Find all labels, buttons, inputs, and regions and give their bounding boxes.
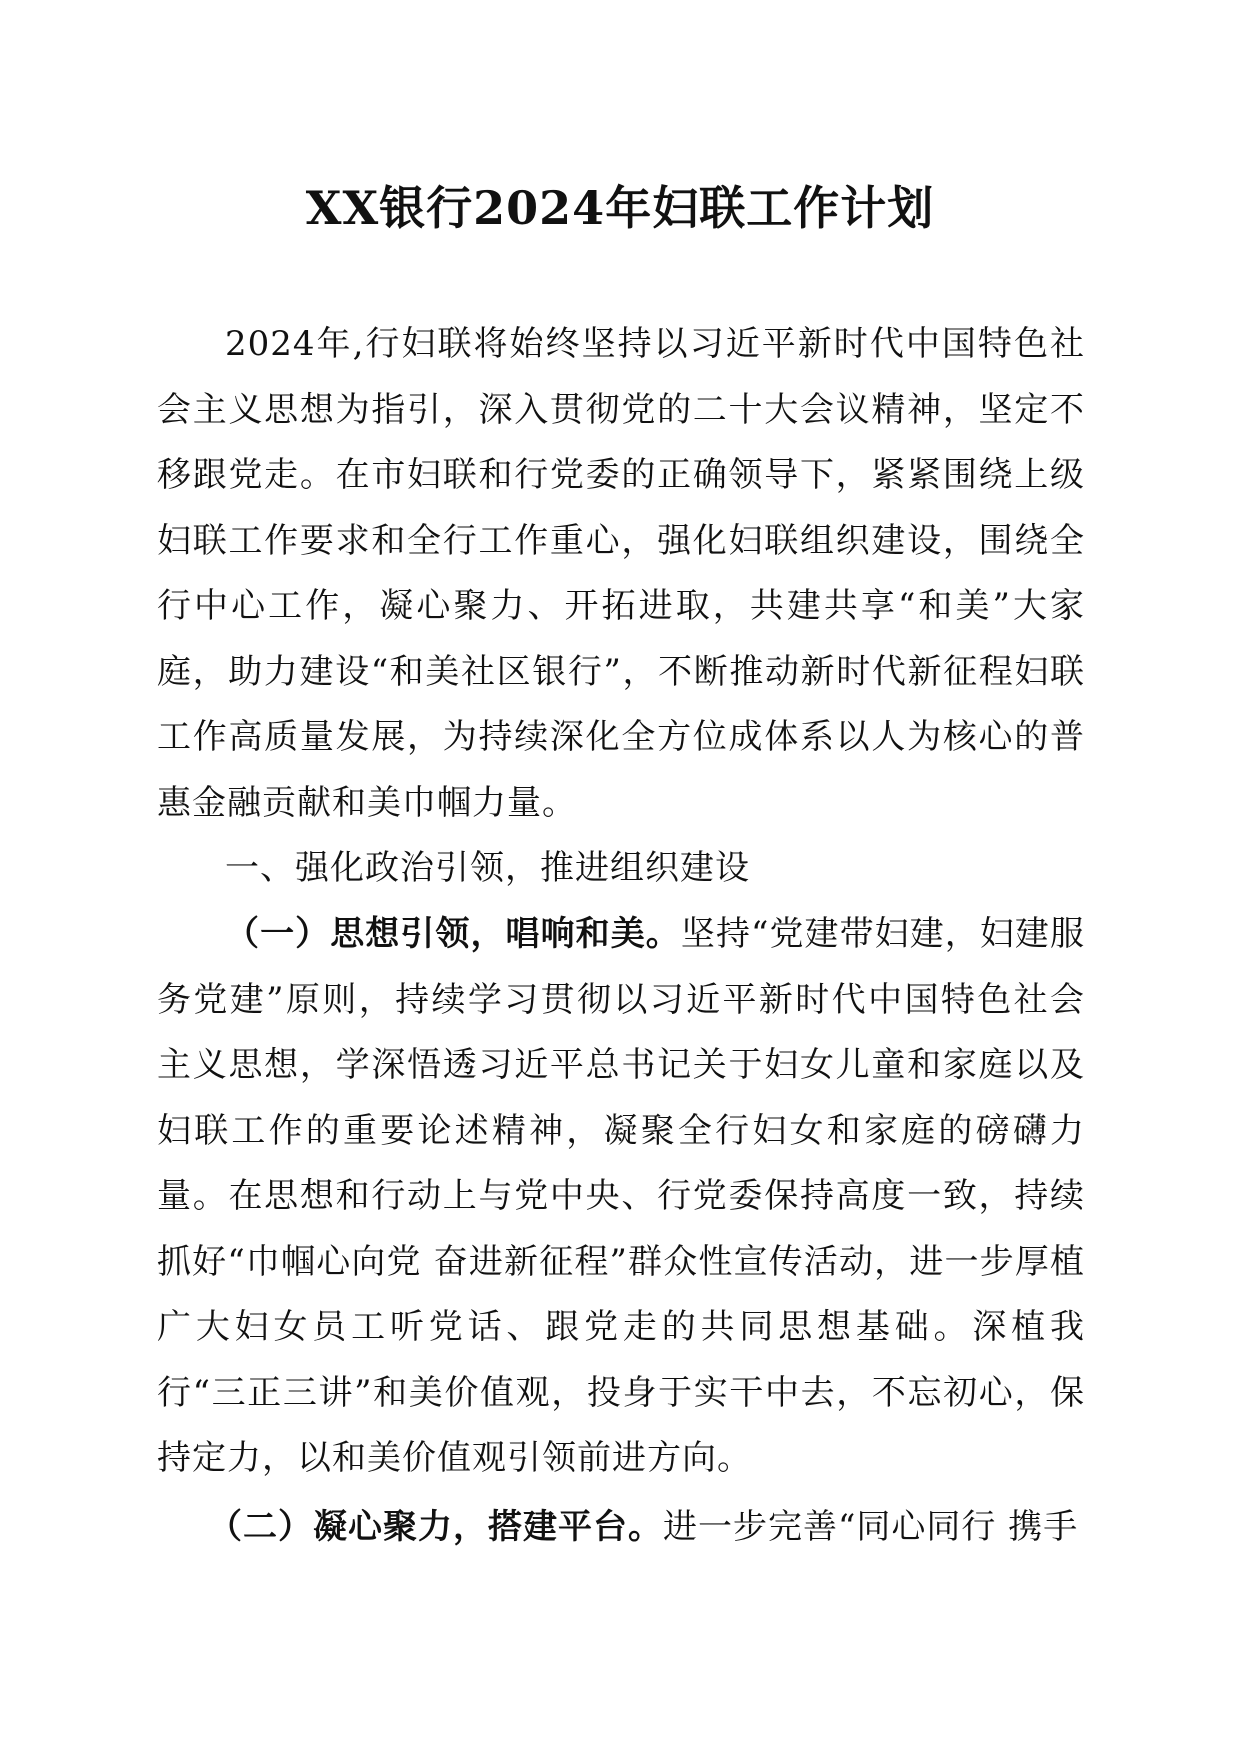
item-2-subheading: （二）凝心聚力，搭建平台。 (208, 1507, 663, 1547)
item-1-subheading: （一）思想引领，唱响和美。 (225, 914, 681, 954)
item-2-text: 进一步完善“同心同行 携手 (663, 1507, 1079, 1547)
item-1-text: 坚持“党建带妇建，妇建服务党建”原则，持续学习贯彻以习近平新时代中国特色社会主义思想，学深悟透习近平总书记关于妇女儿童和家庭以及妇联工作的重要论述精神，凝聚全行妇女和家庭的磅礴力量。在思想和行动上与党中央、行党委保持高度一致，持续抓好“巾帼心向党 奋进新征程”群众性宣传活动，进一步厚植广大妇女员工听党话、跟党走的共同思想基础。深植我行“三正三讲”和美价值观，投身于实干中去，不忘初心，保持定力，以和美价值观引领前进方向。 (157, 914, 1085, 1478)
section-1-item-2-paragraph (157, 1495, 1085, 1561)
document-title: XX银行2024年妇联工作计划 (305, 181, 935, 235)
section-1-item-1-paragraph (157, 902, 1085, 1492)
section-heading-1: 一、强化政治引领，推进组织建设 (225, 848, 750, 888)
intro-paragraph: 2024年,行妇联将始终坚持以习近平新时代中国特色社会主义思想为指引，深入贯彻党的二十大会议精神，坚定不移跟党走。在市妇联和行党委的正确领导下，紧紧围绕上级妇联工作要求和全行工作重心，强化妇联组织建设，围绕全行中心工作，凝心聚力、开拓进取，共建共享“和美”大家庭，助力建设“和美社区银行”，不断推动新时代新征程妇联工作高质量发展，为持续深化全方位成体系以人为核心的普惠金融贡献和美巾帼力量。 (157, 324, 1085, 823)
